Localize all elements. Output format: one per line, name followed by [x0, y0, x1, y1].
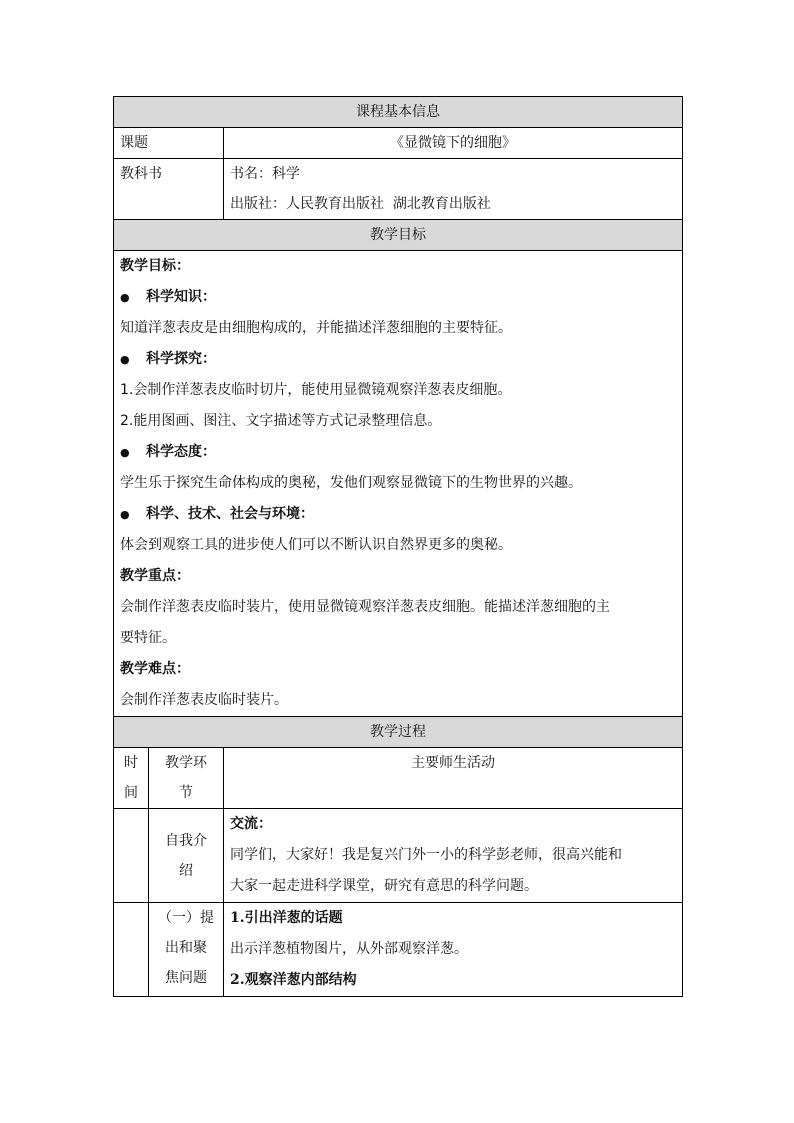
key-text-2: 要特征。 — [120, 630, 176, 646]
intro-time-cell — [114, 809, 149, 903]
time-header-line-2: 间 — [124, 785, 138, 801]
basic-info-heading: 课程基本信息 — [114, 97, 683, 128]
question-phase-line-2: 出和聚 — [165, 940, 207, 956]
intro-phase-cell — [149, 809, 224, 903]
phase-header-line-1: 教学环 — [165, 755, 207, 771]
textbook-label: 教科书 — [114, 159, 224, 220]
process-row-question — [114, 903, 683, 997]
intro-activity-cell — [224, 809, 683, 903]
topic-row — [114, 128, 683, 159]
process-header-row — [114, 717, 683, 748]
process-column-header-row — [114, 748, 683, 809]
attitude-item — [120, 437, 676, 468]
goals-content — [114, 251, 683, 717]
knowledge-item — [120, 282, 676, 313]
goals-title: 教学目标： — [120, 258, 190, 274]
intro-activity-title: 交流： — [230, 816, 272, 832]
intro-phase-line-1: 自我介 — [165, 832, 207, 849]
intro-phase-line-2: 绍 — [179, 862, 193, 879]
goals-heading: 教学目标 — [114, 220, 683, 251]
topic-label: 课题 — [114, 128, 224, 159]
difficult-text: 会制作洋葱表皮临时装片。 — [120, 692, 288, 708]
attitude-text: 学生乐于探究生命体构成的奥秘，发他们观察显微镜下的生物世界的兴趣。 — [120, 475, 582, 491]
inquiry-title: 科学探究： — [146, 351, 216, 367]
intro-activity-text-2: 大家一起走进科学课堂，研究有意思的科学问题。 — [230, 878, 538, 894]
publisher: 出版社：人民教育出版社 湖北教育出版社 — [230, 196, 491, 212]
knowledge-title: 科学知识： — [146, 289, 216, 305]
question-activity-title-1: 1.引出洋葱的话题 — [230, 910, 343, 926]
bullet-icon: ● — [120, 291, 130, 304]
question-activity-text-1: 出示洋葱植物图片，从外部观察洋葱。 — [230, 941, 468, 957]
goals-content-row — [114, 251, 683, 717]
book-name: 书名：科学 — [230, 166, 300, 182]
bullet-icon: ● — [120, 508, 130, 521]
process-heading: 教学过程 — [114, 717, 683, 748]
inquiry-text-1: 1.会制作洋葱表皮临时切片，能使用显微镜观察洋葱表皮细胞。 — [120, 382, 512, 398]
bullet-icon: ● — [120, 446, 130, 459]
attitude-title: 科学态度： — [146, 444, 216, 460]
inquiry-item — [120, 344, 676, 375]
sts-text: 体会到观察工具的进步使人们可以不断认识自然界更多的奥秘。 — [120, 537, 512, 553]
goals-header-row — [114, 220, 683, 251]
knowledge-text: 知道洋葱表皮是由细胞构成的，并能描述洋葱细胞的主要特征。 — [120, 320, 512, 336]
question-phase-cell — [149, 903, 224, 997]
time-column-header — [114, 748, 149, 809]
time-header-line-1: 时 — [124, 755, 138, 771]
question-activity-title-2: 2.观察洋葱内部结构 — [230, 972, 357, 988]
question-activity-cell — [224, 903, 683, 997]
textbook-row — [114, 159, 683, 220]
key-title: 教学重点： — [120, 568, 190, 584]
sts-title: 科学、技术、社会与环境： — [146, 506, 314, 522]
key-text-1: 会制作洋葱表皮临时装片，使用显微镜观察洋葱表皮细胞。能描述洋葱细胞的主 — [120, 599, 610, 615]
process-row-intro — [114, 809, 683, 903]
phase-header-line-2: 节 — [179, 785, 193, 801]
bullet-icon: ● — [120, 353, 130, 366]
activity-column-header: 主要师生活动 — [224, 748, 683, 809]
phase-column-header — [149, 748, 224, 809]
sts-item — [120, 499, 676, 530]
question-time-cell — [114, 903, 149, 997]
question-phase-line-1: （一）提 — [158, 910, 214, 926]
question-phase-line-3: 焦问题 — [165, 970, 207, 986]
basic-info-header-row — [114, 97, 683, 128]
intro-activity-text-1: 同学们，大家好！我是复兴门外一小的科学彭老师，很高兴能和 — [230, 847, 622, 863]
lesson-plan-table — [113, 96, 683, 997]
topic-value: 《显微镜下的细胞》 — [224, 128, 683, 159]
textbook-info — [224, 159, 683, 220]
inquiry-text-2: 2.能用图画、图注、文字描述等方式记录整理信息。 — [120, 413, 442, 429]
difficult-title: 教学难点： — [120, 661, 190, 677]
